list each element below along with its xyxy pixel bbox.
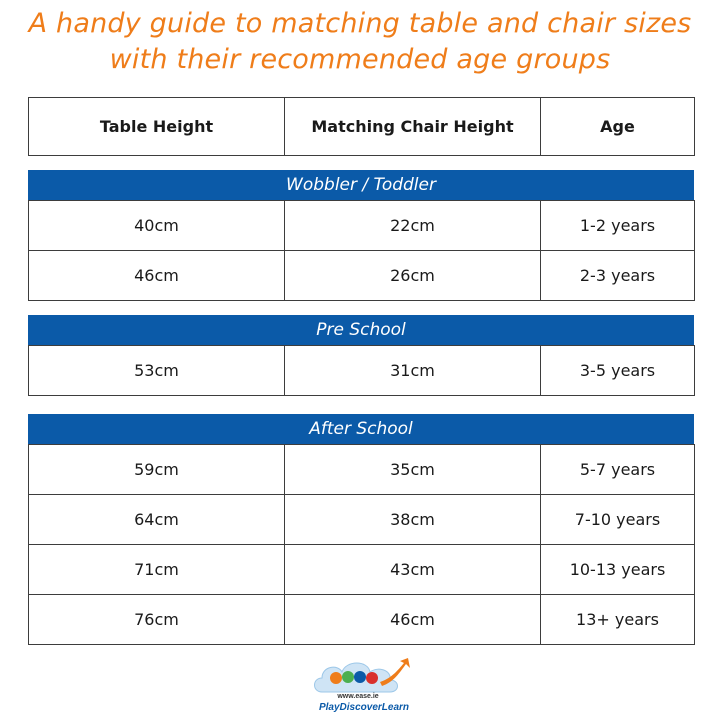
header-table [28, 97, 695, 156]
table-row [29, 346, 695, 396]
table-row [29, 545, 695, 595]
header-table-height: Table Height [29, 98, 285, 156]
table-row [29, 445, 695, 495]
cell-age: 10-13 years [541, 545, 695, 595]
page-title [0, 6, 720, 78]
cell-table-height: 64cm [29, 495, 285, 545]
logo-url: www.ease.ie [337, 693, 379, 700]
cell-table-height: 40cm [29, 201, 285, 251]
cell-table-height: 59cm [29, 445, 285, 495]
table-row [29, 495, 695, 545]
cell-chair-height: 35cm [285, 445, 541, 495]
cell-chair-height: 26cm [285, 251, 541, 301]
header-age: Age [541, 98, 695, 156]
ball-blue [354, 671, 366, 683]
group-band-after-school: After School [28, 414, 694, 444]
table-row [29, 201, 695, 251]
cell-table-height: 53cm [29, 346, 285, 396]
cell-table-height: 46cm [29, 251, 285, 301]
ease-logo [308, 652, 420, 716]
table-row [29, 251, 695, 301]
ball-red [366, 672, 378, 684]
group-table-after-school [28, 444, 695, 645]
cell-age: 1-2 years [541, 201, 695, 251]
table-row [29, 595, 695, 645]
cell-table-height: 71cm [29, 545, 285, 595]
ball-green [342, 671, 354, 683]
group-table-pre-school [28, 345, 695, 396]
cell-chair-height: 43cm [285, 545, 541, 595]
title-line-2: with their recommended age groups [109, 44, 611, 75]
ball-orange [330, 672, 342, 684]
group-band-wobbler-toddler: Wobbler / Toddler [28, 170, 694, 200]
title-line-1: A handy guide to matching table and chair sizes [28, 8, 692, 39]
cell-age: 13+ years [541, 595, 695, 645]
cell-age: 5-7 years [541, 445, 695, 495]
cell-table-height: 76cm [29, 595, 285, 645]
group-band-pre-school: Pre School [28, 315, 694, 345]
cell-age: 2-3 years [541, 251, 695, 301]
cell-chair-height: 31cm [285, 346, 541, 396]
cell-chair-height: 46cm [285, 595, 541, 645]
cell-age: 3-5 years [541, 346, 695, 396]
cell-age: 7-10 years [541, 495, 695, 545]
logo-tagline: PlayDiscoverLearn [318, 702, 410, 713]
group-table-wobbler-toddler [28, 200, 695, 301]
header-chair-height: Matching Chair Height [285, 98, 541, 156]
cell-chair-height: 38cm [285, 495, 541, 545]
cell-chair-height: 22cm [285, 201, 541, 251]
